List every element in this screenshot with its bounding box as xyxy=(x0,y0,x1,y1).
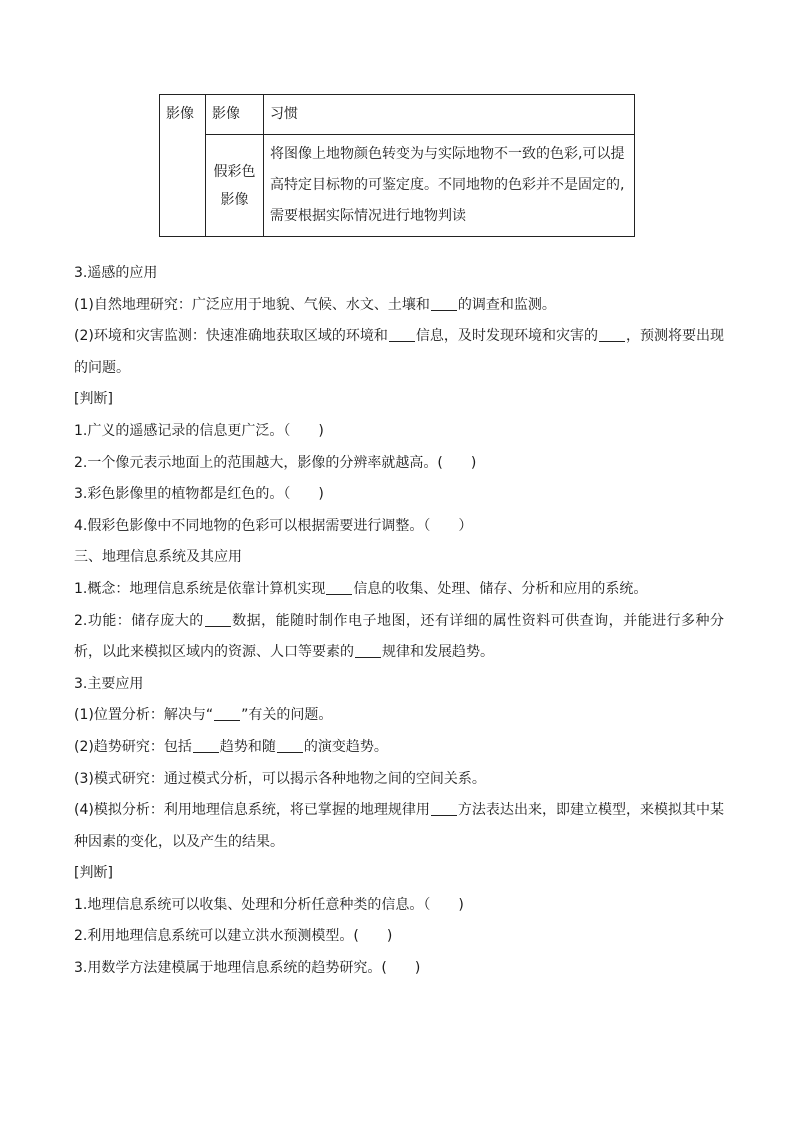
fill-blank xyxy=(389,327,415,342)
table-cell: 影像 xyxy=(160,95,206,237)
fill-blank xyxy=(431,296,457,311)
fill-blank xyxy=(431,801,457,816)
table-cell: 影像 xyxy=(206,95,264,135)
question: 1.广义的遥感记录的信息更广泛。（ ) xyxy=(74,422,324,439)
paragraph: (2)趋势研究：包括 趋势和随 的演变趋势。 xyxy=(74,738,388,755)
question: 2.一个像元表示地面上的范围越大，影像的分辨率就越高。( ) xyxy=(74,454,477,471)
table-cell: 习惯 xyxy=(264,95,635,135)
question: 3.用数学方法建模属于地理信息系统的趋势研究。( ) xyxy=(74,960,421,977)
table-cell: 假彩色影像 xyxy=(206,135,264,237)
table-row xyxy=(160,135,635,237)
paragraph: 1.概念：地理信息系统是依靠计算机实现 信息的收集、处理、储存、分析和应用的系统。 xyxy=(74,580,648,597)
fill-blank xyxy=(205,612,231,627)
paragraph: (4)模拟分析：利用地理信息系统，将已掌握的地理规律用 方法表达出来，即建立模型，来模拟其中某种因素的变化，以及产生的结果。 xyxy=(74,802,724,850)
question: 4.假彩色影像中不同地物的色彩可以根据需要进行调整。（ ） xyxy=(74,517,473,534)
body-text xyxy=(74,258,724,985)
question: 3.彩色影像里的植物都是红色的。（ ) xyxy=(74,486,324,503)
section-heading: 3.遥感的应用 xyxy=(74,265,158,281)
table-row xyxy=(160,95,635,135)
paragraph: (1)自然地理研究：广泛应用于地貌、气候、水文、土壤和 的调查和监测。 xyxy=(74,296,556,313)
section-heading: 三、地理信息系统及其应用 xyxy=(74,549,242,566)
table-cell: 将图像上地物颜色转变为与实际地物不一致的色彩,可以提高特定目标物的可鉴定度。不同地物的色彩并不是固定的,需要根据实际情况进行地物判读 xyxy=(264,135,635,237)
imagery-table xyxy=(159,94,635,237)
sub-heading: 3.主要应用 xyxy=(74,675,144,692)
paragraph: (3)模式研究：通过模式分析，可以揭示各种地物之间的空间关系。 xyxy=(74,770,486,787)
fill-blank xyxy=(277,738,303,753)
fill-blank xyxy=(193,738,219,753)
fill-blank xyxy=(326,580,352,595)
fill-blank xyxy=(214,706,240,721)
paragraph: 2.功能：储存庞大的 数据，能随时制作电子地图，还有详细的属性资料可供查询，并能进行多种分析，以此来模拟区域内的资源、人口等要素的 规律和发展趋势。 xyxy=(74,612,725,661)
judge-heading: [判断] xyxy=(74,391,113,408)
paragraph: (1)位置分析：解决与“ ”有关的问题。 xyxy=(74,707,333,724)
judge-heading: [判断] xyxy=(74,865,113,882)
question: 2.利用地理信息系统可以建立洪水预测模型。( ) xyxy=(74,928,393,945)
paragraph: (2)环境和灾害监测：快速准确地获取区域的环境和 信息，及时发现环境和灾害的 ，预测将要出现的问题。 xyxy=(74,328,725,376)
fill-blank xyxy=(355,643,381,658)
fill-blank xyxy=(599,327,625,342)
question: 1.地理信息系统可以收集、处理和分析任意种类的信息。（ ) xyxy=(74,896,464,913)
